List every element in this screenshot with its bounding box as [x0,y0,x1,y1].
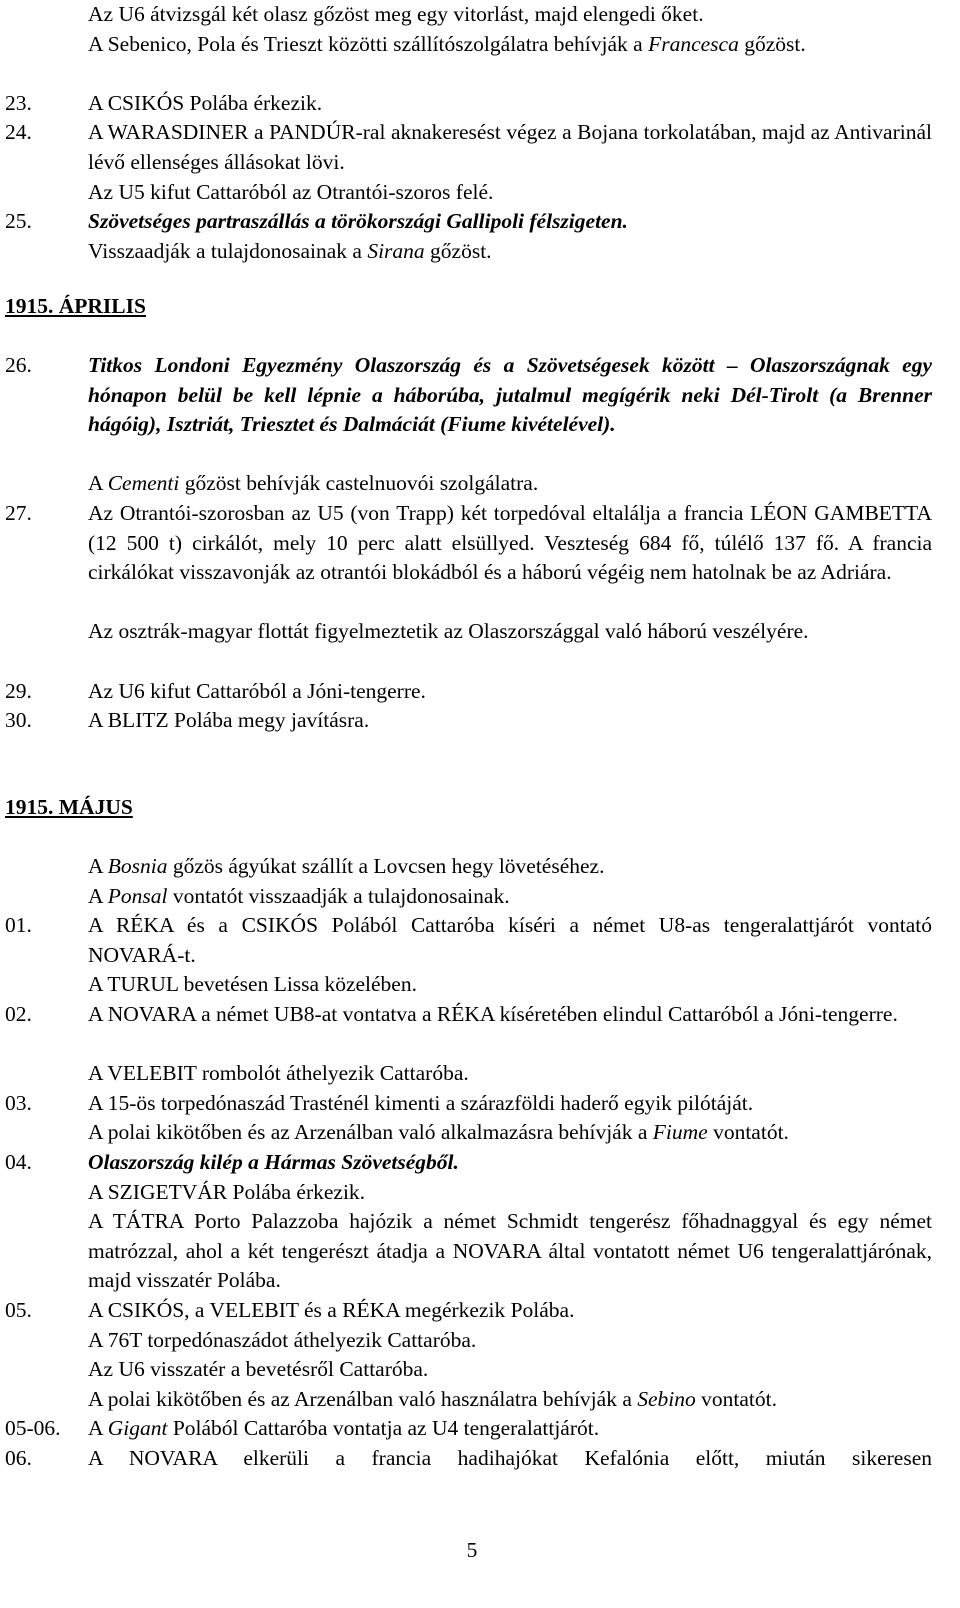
entry-text-bold: Szövetséges partraszállás a törökországi Gallipoli félszigeten. [88,209,628,234]
entry-text: A 15-ös torpedónaszád Trasténél kimenti a szárazföldi haderő egyik pilótáját. [88,1090,754,1115]
entry-text: Az U5 kifut Cattaróból az Otrantói-szoros felé. [88,179,494,204]
page-number: 5 [466,1538,478,1562]
entry-row [0,1059,960,1089]
entry-row [0,1296,960,1326]
ship-name: Ponsal [107,883,168,908]
entry-row [0,1414,960,1444]
entry-row [0,852,960,882]
ship-name: Fiume [652,1120,708,1145]
entry-text: A NOVARA a német UB8-at vontatva a RÉKA kíséretében elindul Cattaróból a Jóni-tengerre. [88,1002,898,1026]
entry-row [0,469,960,499]
entry-text: A SZIGETVÁR Polába érkezik. [88,1179,366,1204]
entry-text: A Gigant Polából Cattaróba vontatja az U4 tengeralattjárót. [88,1416,600,1441]
entry-row [0,617,960,647]
entry-date: 29. [5,678,32,703]
entry-date: 04. [5,1150,32,1174]
entry-row [0,207,960,237]
ship-name: Francesca [648,31,739,56]
entry-row [0,1118,960,1148]
entry-row [0,677,960,707]
entry-date: 23. [5,90,32,115]
entry-row [0,1089,960,1119]
entry-row [0,178,960,208]
entry-text: A Bosnia gőzös ágyúkat szállít a Lovcsen hegy lövetéséhez. [88,854,605,878]
entry-row [0,1355,960,1385]
entry-row [0,882,960,912]
entry-text: A Ponsal vontatót visszaadják a tulajdonosainak. [88,883,510,908]
entry-row [0,499,960,588]
entry-text: A polai kikötőben és az Arzenálban való alkalmazásra behívják a Fiume vontatót. [88,1120,789,1145]
entry-text: A VELEBIT rombolót áthelyezik Cattaróba. [88,1061,469,1086]
entry-text: A BLITZ Polába megy javításra. [88,708,370,733]
entry-date: 25. [5,209,32,234]
entry-row [0,118,960,177]
entry-row [0,351,960,440]
entry-text: A RÉKA és a CSIKÓS Polából Cattaróba kíséri a német U8-as tengeralattjárót vontató NOVARÁ-t. [88,913,932,967]
entry-text: A polai kikötőben és az Arzenálban való használatra behívják a Sebino vontatót. [88,1386,777,1411]
entry-text: A CSIKÓS, a VELEBIT és a RÉKA megérkezik Polába. [88,1298,575,1322]
entry-text: Az U6 kifut Cattaróból a Jóni-tengerre. [88,678,426,703]
ship-name: Sirana [367,238,425,263]
ship-name: Bosnia [107,854,168,878]
entry-text: A TURUL bevetésen Lissa közelében. [88,972,417,997]
entry-text-bold: Titkos Londoni Egyezmény Olaszország és a Szövetségesek között – Olaszországnak egy hónapon belül be kell lépnie a háborúba, jutalmul megígérik neki Dél-Tirolt (a Brenner hágóig), Isztriát, Triesztet és Dalmáciát (Fiume kivételével). [88,353,932,437]
entry-row [0,911,960,970]
entry-row [0,1207,960,1296]
entry-row [0,237,960,267]
entry-date: 06. [5,1446,32,1470]
entry-row [0,1148,960,1178]
entry-date: 30. [5,708,32,733]
entry-row [0,1000,960,1030]
entry-text-bold: Olaszország kilép a Hármas Szövetségből. [88,1150,459,1174]
entry-text: A 76T torpedónaszádot áthelyezik Cattaróba. [88,1327,477,1352]
entry-text: Az U6 visszatér a bevetésről Cattaróba. [88,1357,429,1382]
entry-row [0,1385,960,1415]
entry-text: A TÁTRA Porto Palazzoba hajózik a német Schmidt tengerész főhadnaggyal és egy német matrózzal, ahol a két tengerészt átadja a NOVARA által vontatott német U6 tengeralattjárónak, majd visszatér Polába. [88,1209,932,1293]
entry-date: 02. [5,1002,32,1026]
entry-date: 24. [5,120,32,145]
entry-date: 05-06. [5,1416,61,1441]
ship-name: Sebino [637,1386,696,1411]
month-heading: 1915. ÁPRILIS [5,294,146,318]
entry-text: Az osztrák-magyar flottát figyelmeztetik az Olaszországgal való háború veszélyére. [88,619,809,644]
ship-name: Gigant [107,1416,168,1441]
entry-row [0,1326,960,1356]
entry-date: 03. [5,1090,32,1115]
entry-text: A Cementi gőzöst behívják castelnuovói szolgálatra. [88,471,539,496]
month-heading: 1915. MÁJUS [5,795,133,819]
entry-row [0,970,960,1000]
entry-text: Az Otrantói-szorosban az U5 (von Trapp) két torpedóval eltalálja a francia LÉON GAMBETTA (12 500 t) cirkálót, mely 10 perc alatt elsüllyed. Veszteség 684 fő, túlélő 137 fő. A francia cirkálókat visszavonják az otrantói blokádból és a háború végéig nem hatolnak be az Adriára. [88,501,932,585]
continued-line: Az U6 átvizsgál két olasz gőzöst meg egy vitorlást, majd elengedi őket. [88,2,704,26]
entry-date: 26. [5,353,32,377]
entry-text: A NOVARA elkerüli a francia hadihajókat Kefalónia előtt, miután sikeresen [88,1446,932,1470]
entry-date: 01. [5,913,32,938]
entry-date: 05. [5,1298,32,1322]
entry-row [0,89,960,119]
entry-row [0,1444,960,1474]
entry-text: A WARASDINER a PANDÚR-ral aknakeresést végez a Bojana torkolatában, majd az Antivarinál lévő ellenséges állásokat lövi. [88,120,932,174]
entry-row [0,706,960,736]
continued-line: A Sebenico, Pola és Trieszt közötti szállítószolgálatra behívják a Francesca gőzöst. [88,31,806,56]
entry-text: Visszaadják a tulajdonosainak a Sirana gőzöst. [88,238,492,263]
ship-name: Cementi [107,471,180,496]
entry-date: 27. [5,501,32,525]
entry-row [0,1178,960,1208]
entry-text: A CSIKÓS Polába érkezik. [88,90,323,115]
